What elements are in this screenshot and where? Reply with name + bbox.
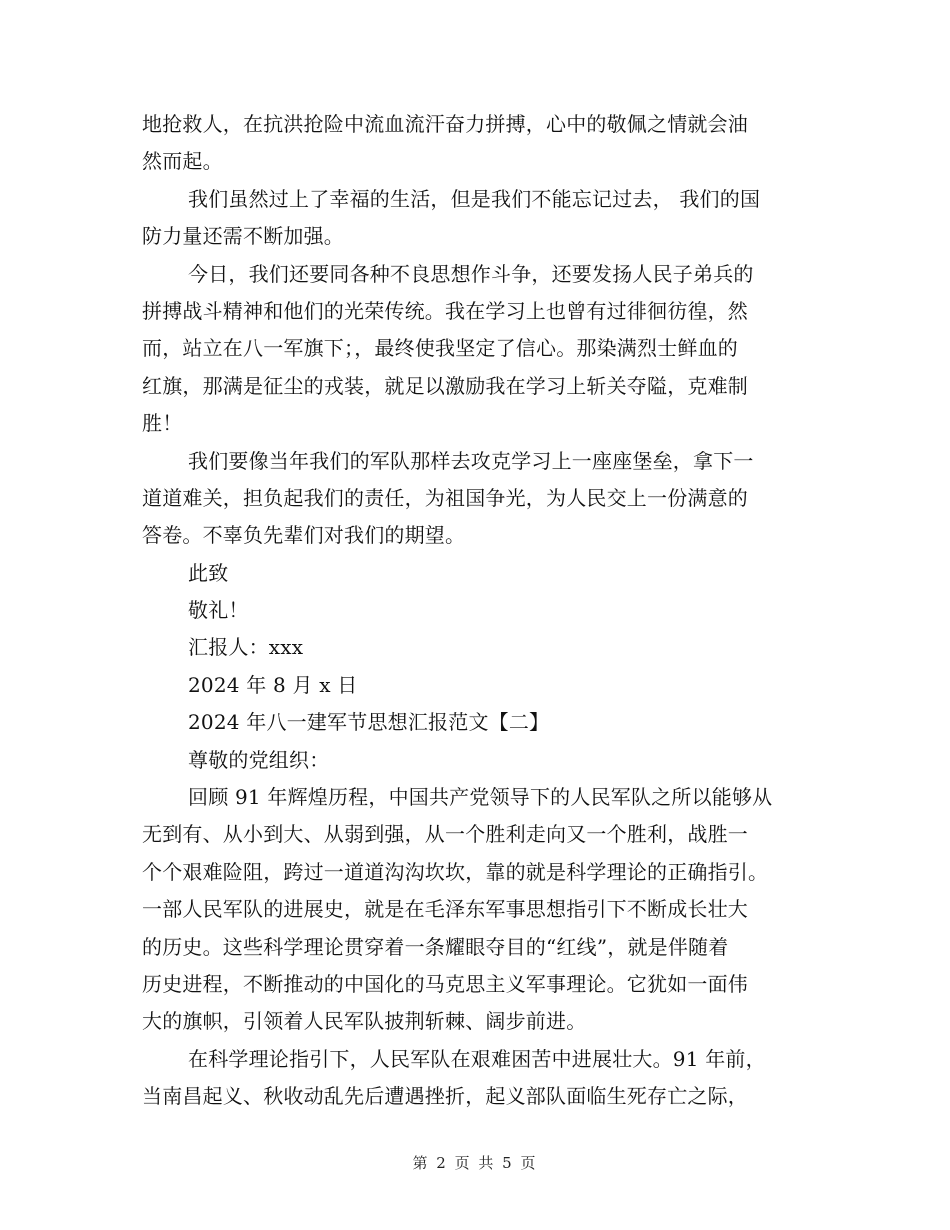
- text-line: 而，站立在八一军旗下；，最终使我坚定了信心。那染满烈士鲜血的: [142, 336, 738, 361]
- text-line: 敬礼！: [188, 598, 249, 623]
- page-footer: 第 2 页 共 5 页: [412, 1154, 538, 1172]
- text-line: 个个艰难险阻，跨过一道道沟沟坎坎，靠的就是科学理论的正确指引。: [142, 859, 769, 884]
- text-line: 胜！: [142, 411, 183, 436]
- text-line: 我们要像当年我们的军队那样去攻克学习上一座座堡垒，拿下一: [188, 448, 754, 473]
- text-line: 的历史。这些科学理论贯穿着一条耀眼夺目的“红线”，就是伴随着: [142, 934, 729, 959]
- text-line: 此致: [188, 560, 229, 585]
- document-body: [142, 106, 812, 1116]
- text-line: 道道难关，担负起我们的责任，为祖国争光，为人民交上一份满意的: [142, 485, 748, 510]
- text-line: 回顾 91 年辉煌历程，中国共产党领导下的人民军队之所以能够从: [188, 785, 773, 810]
- text-line: 汇报人：xxx: [188, 635, 304, 660]
- text-line: 一部人民军队的进展史，就是在毛泽东军事思想指引下不断成长壮大: [142, 897, 748, 922]
- text-line: 无到有、从小到大、从弱到强，从一个胜利走向又一个胜利，战胜一: [142, 822, 748, 847]
- text-line: 历史进程，不断推动的中国化的马克思主义军事理论。它犹如一面伟: [142, 971, 748, 996]
- text-line: 在科学理论指引下，人民军队在艰难困苦中进展壮大。91 年前，: [188, 1046, 766, 1071]
- text-line: 尊敬的党组织：: [188, 747, 330, 772]
- text-line: 答卷。不辜负先辈们对我们的期望。: [142, 523, 466, 548]
- text-line: 当南昌起义、秋收动乱先后遭遇挫折，起义部队面临生死存亡之际，: [142, 1084, 748, 1109]
- text-line: 拼搏战斗精神和他们的光荣传统。我在学习上也曾有过徘徊彷徨，然: [142, 298, 748, 323]
- text-line: 我们虽然过上了幸福的生活，但是我们不能忘记过去， 我们的国: [188, 186, 761, 211]
- text-line: 然而起。: [142, 149, 223, 174]
- text-line: 今日，我们还要同各种不良思想作斗争，还要发扬人民子弟兵的: [188, 261, 754, 286]
- text-line: 防力量还需不断加强。: [142, 224, 344, 249]
- text-line: 地抢救人，在抗洪抢险中流血流汗奋力拼搏，心中的敬佩之情就会油: [142, 112, 748, 136]
- text-line: 2024 年 8 月 x 日: [188, 672, 358, 697]
- text-line: 大的旗帜，引领着人民军队披荆斩棘、阔步前进。: [142, 1009, 587, 1034]
- text-line: 2024 年八一建军节思想汇报范文【二】: [188, 710, 550, 735]
- text-line: 红旗，那满是征尘的戎装，就足以激励我在学习上斩关夺隘，克难制: [142, 373, 748, 398]
